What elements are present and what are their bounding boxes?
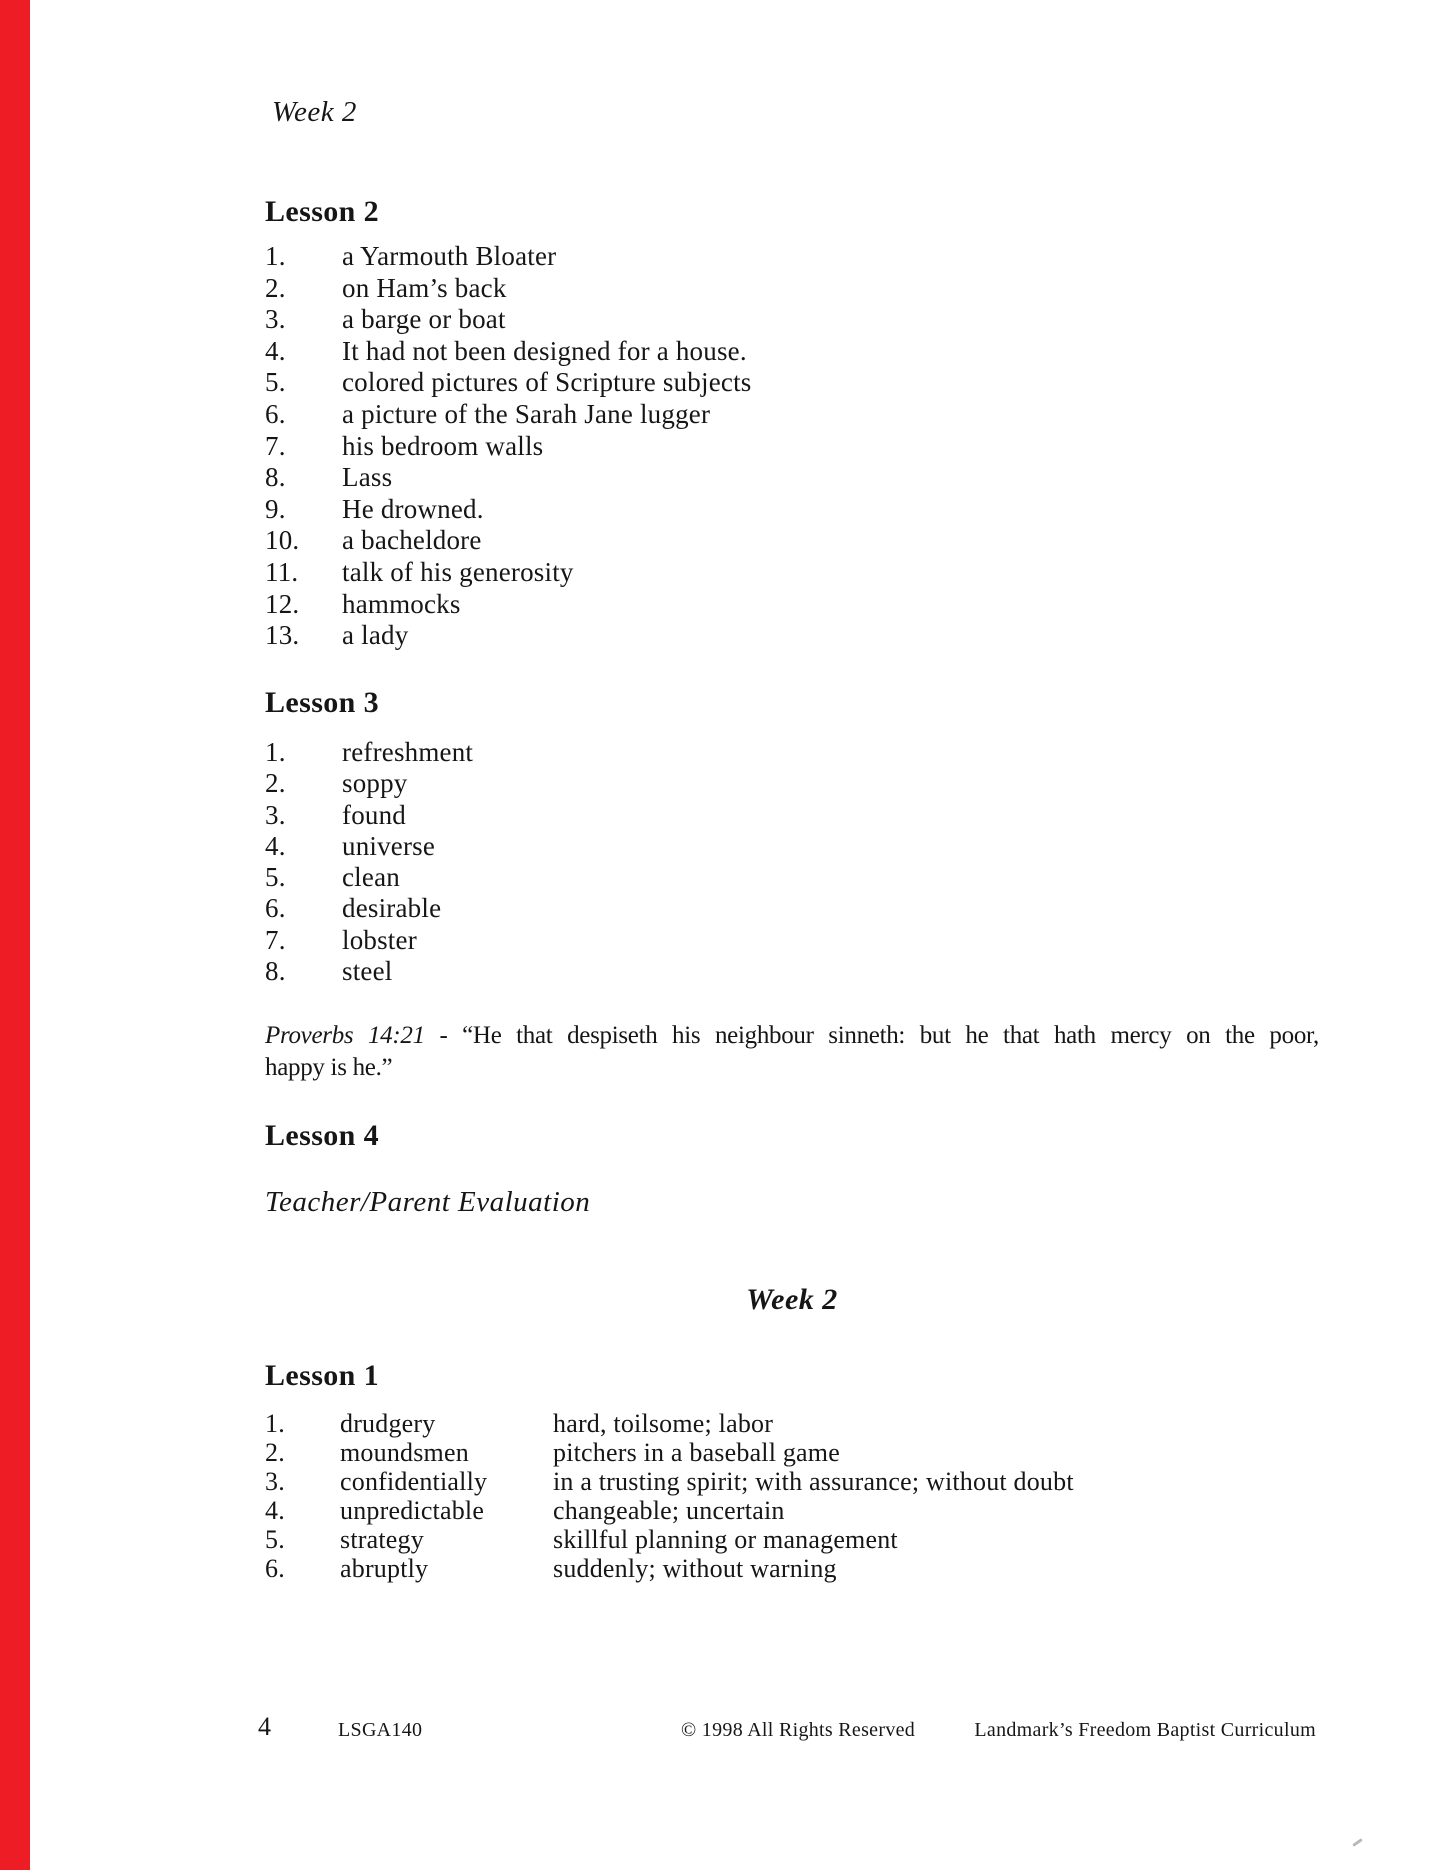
answer-number: 10. [265, 525, 300, 556]
answer-text: talk of his generosity [342, 556, 574, 587]
footer-course-code: LSGA140 [338, 1719, 423, 1741]
answer-text: on Ham’s back [342, 272, 507, 303]
answer-number: 1. [265, 241, 286, 271]
answer-number: 6. [265, 893, 286, 924]
answer-row [265, 431, 751, 463]
answer-row [265, 956, 473, 987]
answer-number: 1. [265, 737, 286, 767]
answer-row [265, 304, 751, 336]
answer-text: universe [342, 830, 436, 861]
page-header-week-label: Week 2 [272, 96, 357, 128]
answer-row [265, 399, 751, 431]
bible-verse-line1 [265, 1020, 1319, 1052]
answer-number: 5. [265, 367, 286, 398]
scan-edge-strip [0, 0, 30, 1870]
vocabulary-word: confidentially [340, 1467, 488, 1496]
vocabulary-number: 1. [265, 1409, 285, 1438]
answer-number: 8. [265, 956, 286, 987]
vocabulary-row [265, 1409, 1074, 1438]
verse-separator: - [439, 1022, 448, 1049]
lesson2-answer-list [265, 241, 751, 652]
answer-number: 7. [265, 430, 286, 461]
answer-row [265, 494, 751, 526]
vocabulary-definition: suddenly; without warning [553, 1554, 837, 1583]
footer-page-number: 4 [258, 1712, 272, 1741]
answer-text: a barge or boat [342, 304, 506, 335]
lesson2-heading: Lesson 2 [265, 195, 380, 228]
answer-text: He drowned. [342, 493, 484, 524]
vocabulary-word: unpredictable [340, 1496, 485, 1525]
vocabulary-number: 2. [265, 1438, 285, 1467]
answer-number: 11. [265, 556, 299, 587]
answer-number: 9. [265, 493, 286, 524]
answer-row [265, 893, 473, 924]
footer-publisher: Landmark’s Freedom Baptist Curriculum [974, 1719, 1316, 1741]
vocabulary-word: moundsmen [340, 1438, 469, 1467]
vocabulary-word: abruptly [340, 1554, 429, 1583]
answer-row [265, 273, 751, 305]
vocabulary-number: 3. [265, 1467, 285, 1496]
answer-text: Lass [342, 462, 393, 493]
answer-text: his bedroom walls [342, 430, 544, 461]
answer-number: 4. [265, 830, 286, 861]
answer-number: 13. [265, 620, 300, 651]
answer-text: colored pictures of Scripture subjects [342, 367, 752, 398]
answer-text: a lady [342, 620, 409, 651]
vocabulary-number: 4. [265, 1496, 285, 1525]
answer-number: 7. [265, 924, 286, 955]
answer-row [265, 589, 751, 621]
answer-row [265, 620, 751, 652]
footer-copyright: © 1998 All Rights Reserved [681, 1719, 916, 1741]
answer-number: 6. [265, 398, 286, 429]
vocabulary-definition: hard, toilsome; labor [553, 1409, 774, 1438]
answer-number: 5. [265, 862, 286, 893]
answer-row [265, 925, 473, 956]
scan-artifact-mark [1352, 1838, 1363, 1847]
vocabulary-word: strategy [340, 1525, 424, 1554]
answer-text: steel [342, 956, 393, 987]
answer-text: a Yarmouth Bloater [342, 241, 557, 271]
lesson3-heading: Lesson 3 [265, 686, 380, 719]
answer-text: found [342, 799, 406, 830]
answer-row [265, 831, 473, 862]
bible-verse-line2: happy is he.” [265, 1053, 393, 1081]
answer-row [265, 557, 751, 589]
vocabulary-row [265, 1525, 1074, 1554]
answer-row [265, 862, 473, 893]
answer-row [265, 336, 751, 368]
vocabulary-number: 5. [265, 1525, 285, 1554]
answer-text: a bacheldore [342, 525, 482, 556]
lesson1-vocabulary-list [265, 1409, 1074, 1583]
answer-number: 4. [265, 335, 286, 366]
vocabulary-row [265, 1554, 1074, 1583]
answer-text: hammocks [342, 588, 461, 619]
answer-row [265, 768, 473, 799]
answer-number: 12. [265, 588, 300, 619]
answer-text: lobster [342, 924, 417, 955]
answer-row [265, 367, 751, 399]
vocabulary-row [265, 1438, 1074, 1467]
vocabulary-definition: skillful planning or management [553, 1525, 898, 1554]
bible-verse [265, 1020, 1319, 1083]
lesson3-answer-list [265, 737, 473, 987]
answer-number: 2. [265, 272, 286, 303]
vocabulary-number: 6. [265, 1554, 285, 1583]
answer-number: 3. [265, 304, 286, 335]
week2-section-title: Week 2 [746, 1283, 838, 1316]
vocabulary-word: drudgery [340, 1409, 436, 1438]
vocabulary-definition: pitchers in a baseball game [553, 1438, 840, 1467]
answer-text: It had not been designed for a house. [342, 335, 747, 366]
answer-text: soppy [342, 768, 408, 799]
verse-text: “He that despiseth his neighbour sinneth: but he that hath mercy on the poor, [462, 1022, 1319, 1049]
answer-number: 2. [265, 768, 286, 799]
answer-row [265, 525, 751, 557]
vocabulary-definition: changeable; uncertain [553, 1496, 785, 1525]
answer-row [265, 800, 473, 831]
lesson4-heading: Lesson 4 [265, 1119, 380, 1152]
answer-number: 8. [265, 462, 286, 493]
answer-row [265, 737, 473, 768]
verse-reference: Proverbs 14:21 [265, 1022, 425, 1049]
answer-row [265, 241, 751, 273]
lesson1-heading: Lesson 1 [265, 1359, 380, 1392]
answer-text: clean [342, 862, 400, 893]
answer-row [265, 462, 751, 494]
vocabulary-row [265, 1467, 1074, 1496]
vocabulary-definition: in a trusting spirit; with assurance; without doubt [553, 1467, 1074, 1496]
teacher-parent-evaluation-note: Teacher/Parent Evaluation [265, 1186, 591, 1218]
answer-number: 3. [265, 799, 286, 830]
answer-text: a picture of the Sarah Jane lugger [342, 398, 711, 429]
vocabulary-row [265, 1496, 1074, 1525]
answer-text: desirable [342, 893, 442, 924]
answer-text: refreshment [342, 737, 474, 767]
